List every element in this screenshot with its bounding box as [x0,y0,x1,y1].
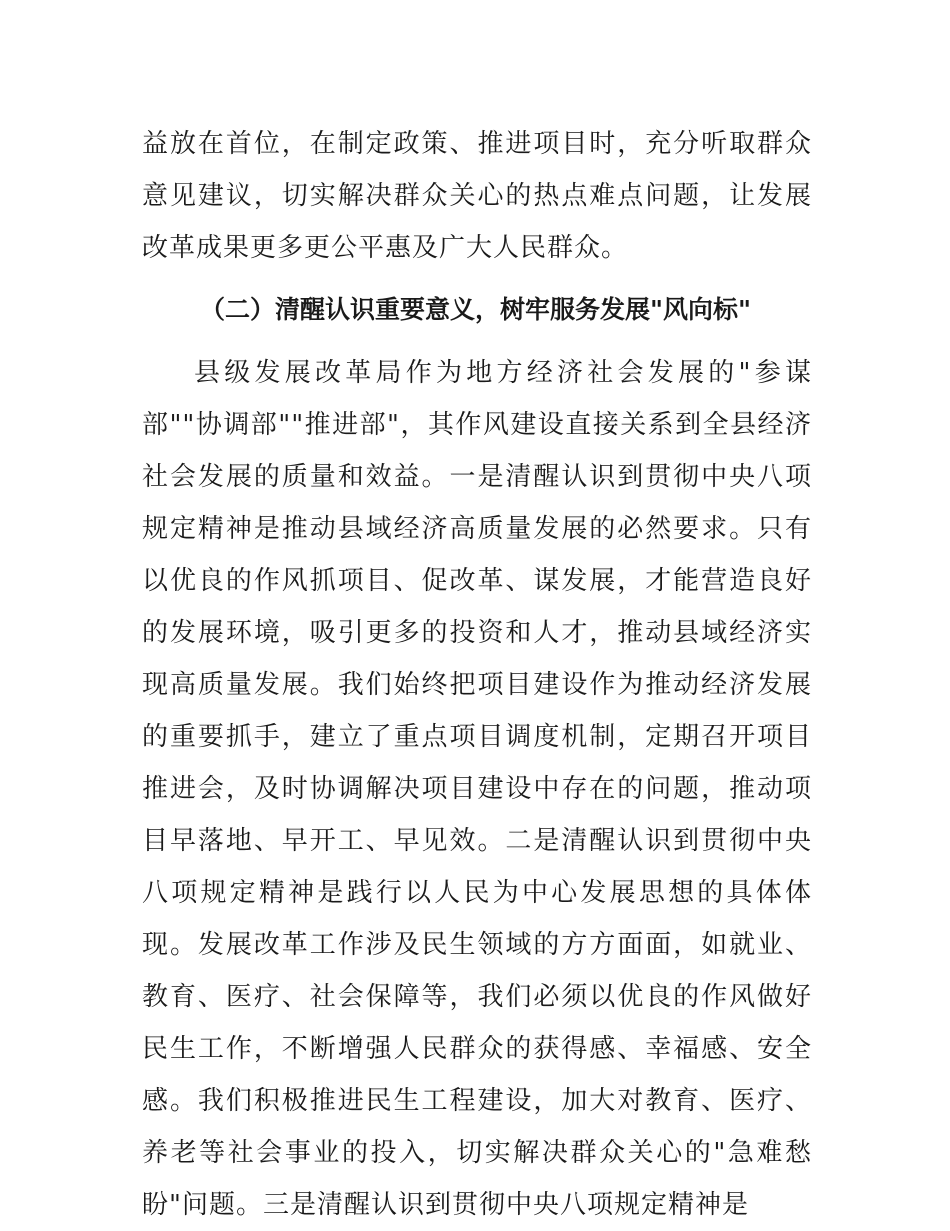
paragraph-continuation: 益放在首位，在制定政策、推进项目时，充分听取群众意见建议，切实解决群众关心的热点难点问题，让发展改革成果更多更公平惠及广大人民群众。 [142,129,812,263]
section-heading: （二）清醒认识重要意义，树牢服务发展"风向标" [200,295,752,324]
body-paragraph: 县级发展改革局作为地方经济社会发展的"参谋部""协调部""推进部"，其作风建设直接关系到全县经济社会发展的质量和效益。一是清醒认识到贯彻中央八项规定精神是推动县域经济高质量发展的必然要求。只有以优良的作风抓项目、促改革、谋发展，才能营造良好的发展环境，吸引更多的投资和人才，推动县域经济实现高质量发展。我们始终把项目建设作为推动经济发展的重要抓手，建立了重点项目调度机制，定期召开项目推进会，及时协调解决项目建设中存在的问题，推动项目早落地、早开工、早见效。二是清醒认识到贯彻中央八项规定精神是践行以人民为中心发展思想的具体体现。发展改革工作涉及民生领域的方方面面，如就业、教育、医疗、社会保障等，我们必须以优良的作风做好民生工作，不断增强人民群众的获得感、幸福感、安全感。我们积极推进民生工程建设，加大对教育、医疗、养老等社会事业的投入，切实解决群众关心的"急难愁盼"问题。三是清醒认识到贯彻中央八项规定精神是 [142,358,812,1220]
